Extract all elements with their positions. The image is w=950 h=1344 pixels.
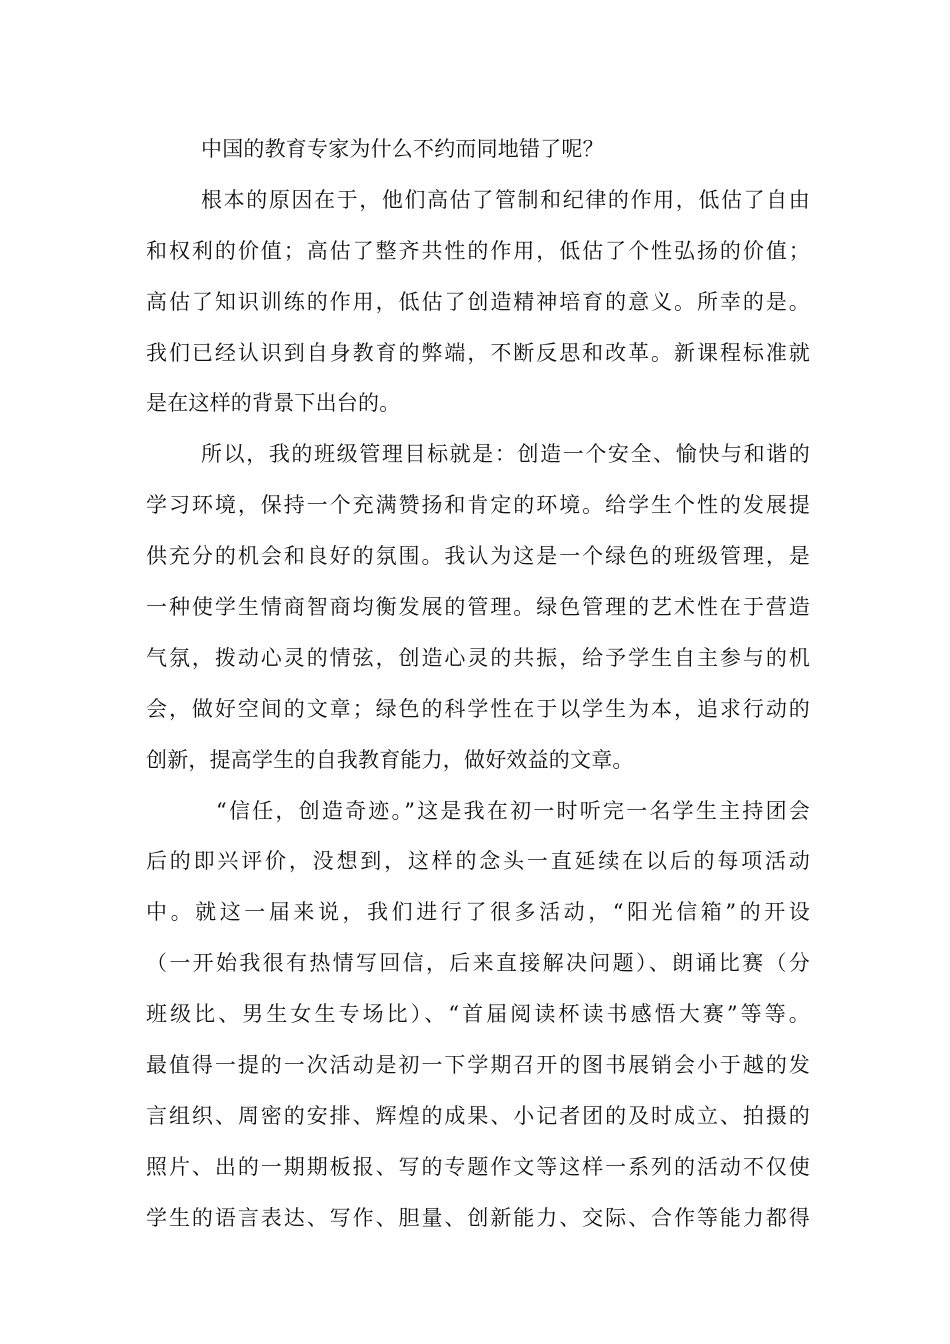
text-line: 高估了知识训练的作用，低估了创造精神培育的意义。所幸的是。 (146, 289, 810, 314)
text-line: 和权利的价值；高估了整齐共性的作用，低估了个性弘扬的价值； (146, 238, 810, 263)
text-line: 学生的语言表达、写作、胆量、创新能力、交际、合作等能力都得 (146, 1205, 810, 1230)
text-line: 是在这样的背景下出台的。 (146, 391, 401, 416)
text-line: 后的即兴评价，没想到，这样的念头一直延续在以后的每项活动 (146, 849, 810, 874)
text-line: 我们已经认识到自身教育的弊端，不断反思和改革。新课程标准就 (146, 340, 810, 365)
text-line: 根本的原因在于，他们高估了管制和纪律的作用，低估了自由 (201, 187, 810, 212)
text-line: 一种使学生情商智商均衡发展的管理。绿色管理的艺术性在于营造 (146, 595, 810, 620)
text-line: 中国的教育专家为什么不约而同地错了呢？ (201, 137, 604, 161)
text-line: 气氛，拨动心灵的情弦，创造心灵的共振，给予学生自主参与的机 (146, 645, 810, 670)
text-line: 供充分的机会和良好的氛围。我认为这是一个绿色的班级管理，是 (146, 544, 810, 569)
text-line: 学习环境，保持一个充满赞扬和肯定的环境。给学生个性的发展提 (146, 493, 810, 518)
text-line: 所以，我的班级管理目标就是：创造一个安全、愉快与和谐的 (201, 442, 810, 467)
text-line: 言组织、周密的安排、辉煌的成果、小记者团的及时成立、拍摄的 (146, 1103, 810, 1128)
text-line: 最值得一提的一次活动是初一下学期召开的图书展销会小于越的发 (146, 1053, 810, 1078)
text-line: 班级比、男生女生专场比）、“首届阅读杯读书感悟大赛”等等。 (146, 1002, 810, 1027)
text-line: 中。就这一届来说，我们进行了很多活动，“阳光信箱”的开设 (146, 900, 810, 925)
text-line: “信任，创造奇迹。”这是我在初一时听完一名学生主持团会 (216, 798, 810, 823)
text-line: 照片、出的一期期板报、写的专题作文等这样一系列的活动不仅使 (146, 1154, 810, 1179)
document-body (146, 124, 810, 1244)
text-line: 会，做好空间的文章；绿色的科学性在于以学生为本，追求行动的 (146, 696, 810, 721)
text-line: 创新，提高学生的自我教育能力，做好效益的文章。 (146, 747, 634, 772)
text-line: （一开始我很有热情写回信，后来直接解决问题）、朗诵比赛（分 (146, 951, 810, 976)
